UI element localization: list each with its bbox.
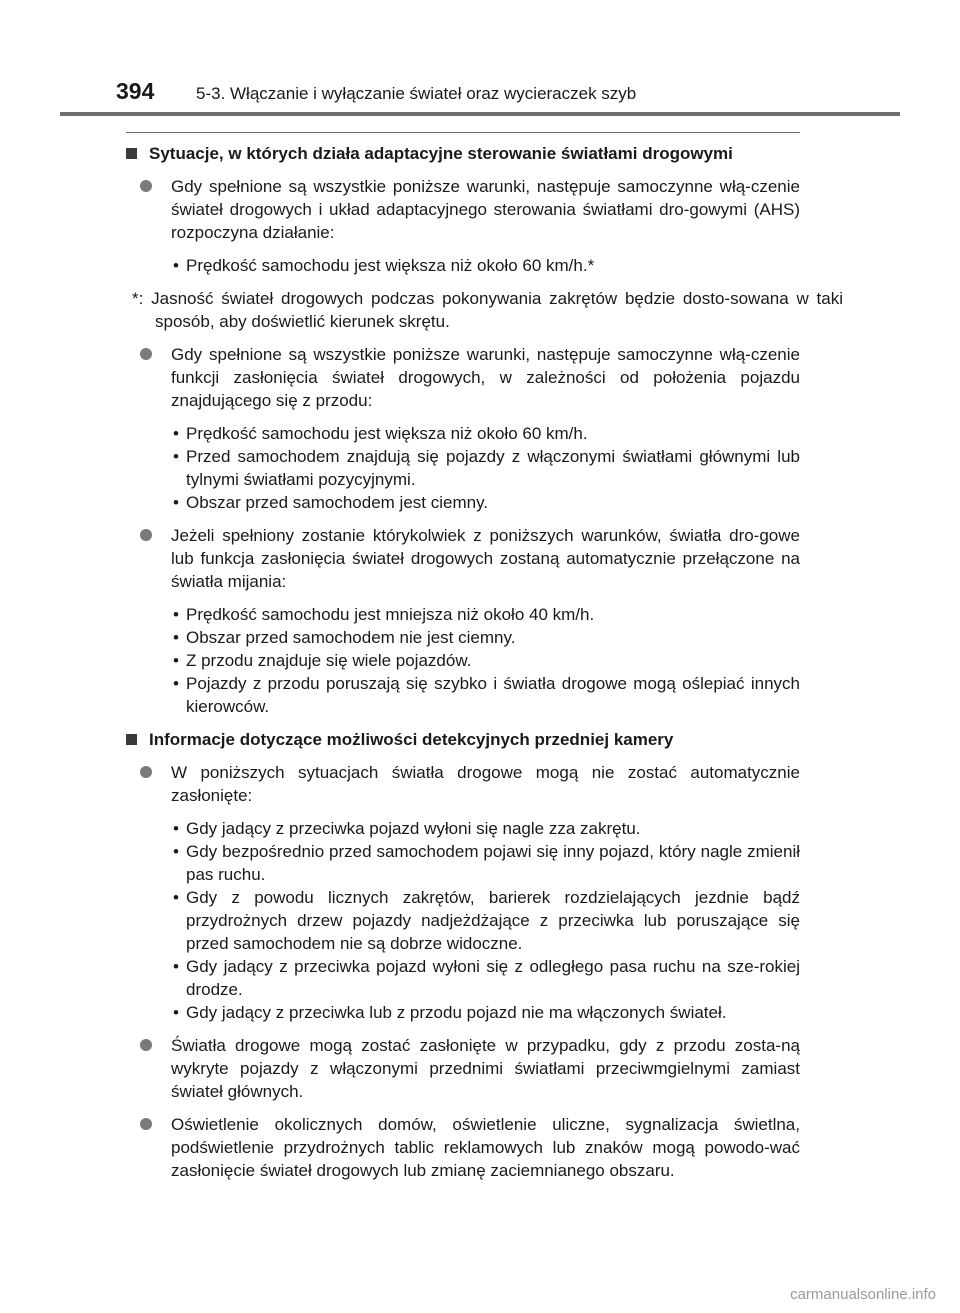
sub-list-item: • Gdy jadący z przeciwka pojazd wyłoni się nagle zza zakrętu. bbox=[171, 817, 800, 840]
section-rule bbox=[126, 132, 800, 133]
list-item-text: Oświetlenie okolicznych domów, oświetlenie uliczne, sygnalizacja świetlna, podświetlenie przydrożnych tablic reklamowych lub znaków mogą powodo-wać zasłonięcie świateł drogowych lub zmianę zaciemnianego obszaru. bbox=[171, 1115, 800, 1180]
sub-list-item: • Prędkość samochodu jest większa niż około 60 km/h.* bbox=[171, 254, 800, 277]
list-item-text: Gdy spełnione są wszystkie poniższe warunki, następuje samoczynne włą-czenie świateł drogowych i układ adaptacyjnego sterowania światłami dro-gowymi (AHS) rozpoczyna działanie: bbox=[171, 177, 800, 242]
circle-bullet-icon bbox=[140, 1118, 152, 1130]
page-number: 394 bbox=[116, 78, 155, 104]
sub-list-item: • Gdy jadący z przeciwka lub z przodu pojazd nie ma włączonych świateł. bbox=[171, 1001, 800, 1024]
list-item-text: Jeżeli spełniony zostanie którykolwiek z poniższych warunków, światła dro-gowe lub funkcja zasłonięcia świateł drogowych zostaną automatycznie przełączone na światła mijania: bbox=[171, 526, 800, 591]
circle-bullet-icon bbox=[140, 348, 152, 360]
sub-list bbox=[126, 603, 800, 718]
square-bullet-icon bbox=[126, 734, 137, 745]
list-item-text: Światła drogowe mogą zostać zasłonięte w przypadku, gdy z przodu zosta-ną wykryte pojazdy z włączonymi przednimi światłami przeciwmgielnymi zamiast świateł głównych. bbox=[171, 1036, 800, 1101]
sub-list-item: • Obszar przed samochodem nie jest ciemny. bbox=[171, 626, 800, 649]
sub-list-item: • Prędkość samochodu jest mniejsza niż około 40 km/h. bbox=[171, 603, 800, 626]
sub-list bbox=[126, 817, 800, 1024]
sub-list-item: • Z przodu znajduje się wiele pojazdów. bbox=[171, 649, 800, 672]
list-item bbox=[126, 1113, 800, 1182]
sub-list-item: • Prędkość samochodu jest większa niż około 60 km/h. bbox=[171, 422, 800, 445]
chapter-title: 5-3. Włączanie i wyłączanie świateł oraz wycieraczek szyb bbox=[196, 84, 637, 103]
sub-list-item: • Przed samochodem znajdują się pojazdy z włączonymi światłami głównymi lub tylnymi światłami pozycyjnymi. bbox=[171, 445, 800, 491]
square-bullet-icon bbox=[126, 148, 137, 159]
footnote: *: Jasność świateł drogowych podczas pokonywania zakrętów będzie dosto-sowana w taki sposób, aby doświetlić kierunek skrętu. bbox=[132, 289, 843, 331]
list-item bbox=[126, 343, 800, 412]
sub-list-item: • Gdy bezpośrednio przed samochodem pojawi się inny pojazd, który nagle zmienił pas ruchu. bbox=[171, 840, 800, 886]
page-content bbox=[126, 142, 843, 1192]
list-item-text: W poniższych sytuacjach światła drogowe mogą nie zostać automatycznie zasłonięte: bbox=[171, 763, 800, 805]
list-item bbox=[126, 1034, 800, 1103]
list-item bbox=[126, 524, 800, 593]
list-item bbox=[126, 175, 800, 244]
sub-list-item: • Obszar przed samochodem jest ciemny. bbox=[171, 491, 800, 514]
sub-list-item: • Pojazdy z przodu poruszają się szybko i światła drogowe mogą oślepiać innych kierowców. bbox=[171, 672, 800, 718]
page-header bbox=[60, 78, 900, 105]
circle-bullet-icon bbox=[140, 529, 152, 541]
section-heading bbox=[126, 142, 800, 165]
list-item bbox=[126, 761, 800, 807]
watermark: carmanualsonline.info bbox=[790, 1286, 936, 1303]
sub-list-item: • Gdy jadący z przeciwka pojazd wyłoni się z odległego pasa ruchu na sze-rokiej drodze. bbox=[171, 955, 800, 1001]
circle-bullet-icon bbox=[140, 766, 152, 778]
header-rule bbox=[60, 112, 900, 116]
section-heading-text: Sytuacje, w których działa adaptacyjne sterowanie światłami drogowymi bbox=[149, 144, 733, 163]
circle-bullet-icon bbox=[140, 180, 152, 192]
sub-list bbox=[126, 422, 800, 514]
sub-list bbox=[126, 254, 800, 277]
sub-list-item: • Gdy z powodu licznych zakrętów, barierek rozdzielających jezdnie bądź przydrożnych drzew pojazdy nadjeżdżające z przeciwka lub poruszające się przed samochodem nie są dobrze widoczne. bbox=[171, 886, 800, 955]
list-item-text: Gdy spełnione są wszystkie poniższe warunki, następuje samoczynne włą-czenie funkcji zasłonięcia świateł drogowych, w zależności od położenia pojazdu znajdującego się z przodu: bbox=[171, 345, 800, 410]
circle-bullet-icon bbox=[140, 1039, 152, 1051]
section-heading-text: Informacje dotyczące możliwości detekcyjnych przedniej kamery bbox=[149, 730, 674, 749]
section-heading bbox=[126, 728, 800, 751]
